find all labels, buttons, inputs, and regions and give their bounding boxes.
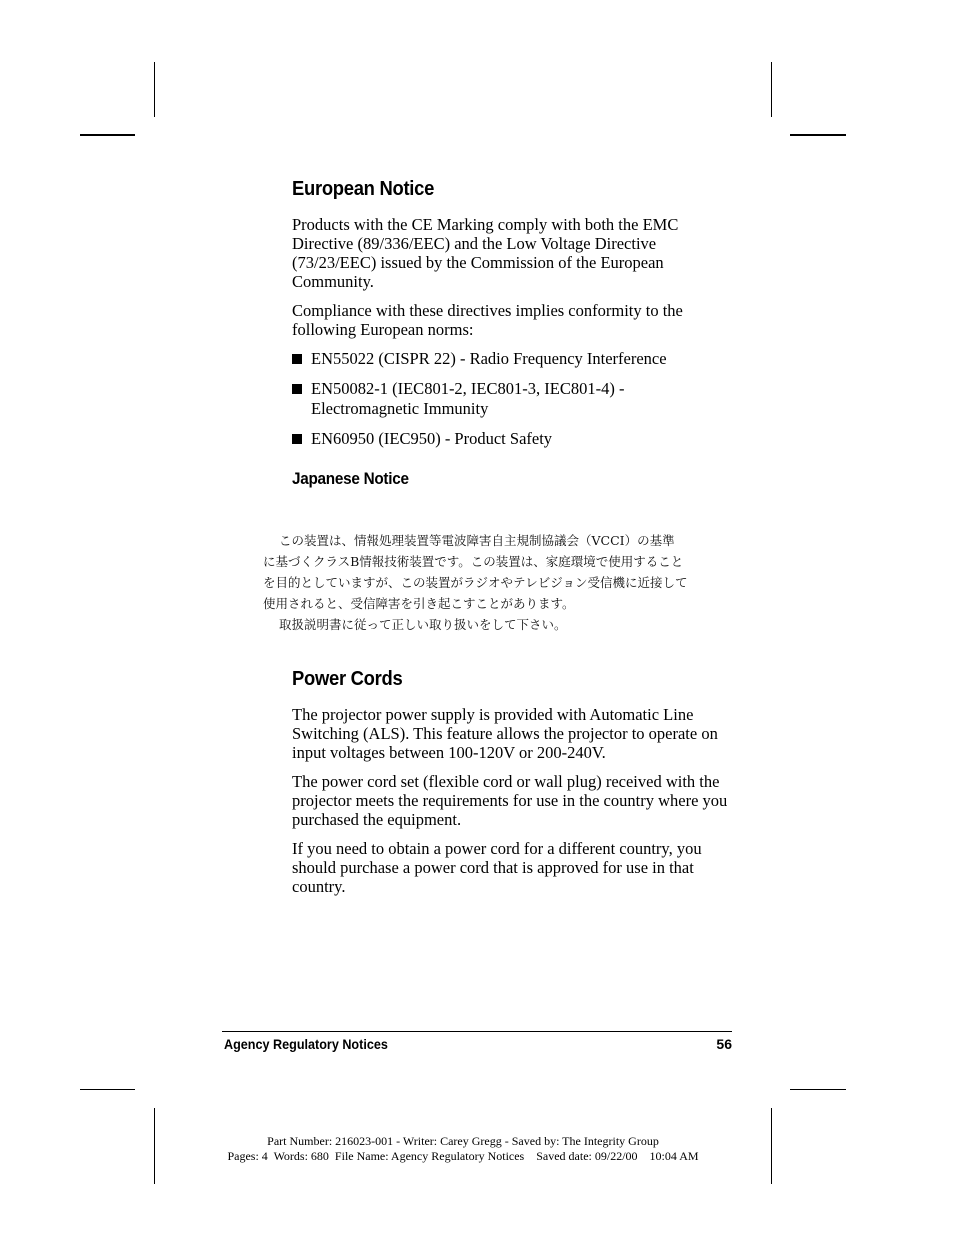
european-notice-section bbox=[292, 178, 732, 505]
different-country-paragraph: If you need to obtain a power cord for a different country, you should purchase a power cord that is approved for use in that country. bbox=[292, 839, 702, 896]
list-item bbox=[292, 379, 732, 419]
footer-rule bbox=[222, 1031, 732, 1032]
ce-marking-paragraph: Products with the CE Marking comply with both the EMC Directive (89/336/EEC) and the Low Voltage Directive (73/23/EEC) issued by the Commission of the European Community. bbox=[292, 215, 679, 291]
power-cords-heading: Power Cords bbox=[292, 668, 403, 690]
page-number: 56 bbox=[716, 1036, 732, 1052]
square-bullet-icon bbox=[292, 354, 302, 364]
power-cords-section bbox=[292, 668, 732, 906]
crop-mark-top-right-horizontal bbox=[790, 134, 846, 136]
list-item bbox=[292, 429, 732, 449]
crop-mark-top-left-vertical bbox=[154, 62, 155, 117]
document-info-line: Part Number: 216023-001 - Writer: Carey Gregg - Saved by: The Integrity Group bbox=[267, 1134, 659, 1148]
japanese-line: 使用されると、受信障害を引き起こすことがあります。 bbox=[263, 596, 575, 611]
japanese-line: を目的としていますが、この装置がラジオやテレビジョン受信機に近接して bbox=[263, 575, 688, 590]
norm-text: EN60950 (IEC950) - Product Safety bbox=[311, 429, 553, 448]
norms-list bbox=[292, 349, 732, 449]
japanese-line: この装置は、情報処理装置等電波障害自主規制協議会（VCCI）の基準 bbox=[279, 533, 675, 548]
compliance-paragraph: Compliance with these directives implies conformity to the following European norms: bbox=[292, 301, 683, 339]
document-info-line: Pages: 4 Words: 680 File Name: Agency Regulatory Notices Saved date: 09/22/00 10:04 AM bbox=[227, 1149, 699, 1163]
crop-mark-top-right-vertical bbox=[771, 62, 772, 117]
crop-mark-top-left-horizontal bbox=[80, 134, 135, 136]
european-notice-heading: European Notice bbox=[292, 178, 435, 200]
norm-text: EN55022 (CISPR 22) - Radio Frequency Interference bbox=[311, 349, 667, 368]
square-bullet-icon bbox=[292, 384, 302, 394]
crop-mark-bottom-left-horizontal bbox=[80, 1089, 135, 1090]
japanese-notice-heading: Japanese Notice bbox=[292, 469, 409, 488]
footer-section-title: Agency Regulatory Notices bbox=[224, 1036, 388, 1052]
norm-text: EN50082-1 (IEC801-2, IEC801-3, IEC801-4) - Electromagnetic Immunity bbox=[311, 379, 625, 418]
crop-mark-bottom-right-horizontal bbox=[790, 1089, 846, 1090]
list-item bbox=[292, 349, 732, 369]
japanese-notice-text bbox=[263, 530, 743, 635]
japanese-line: に基づくクラスB情報技術装置です。この装置は、家庭環境で使用すること bbox=[263, 554, 684, 569]
square-bullet-icon bbox=[292, 434, 302, 444]
document-info bbox=[150, 1134, 776, 1164]
japanese-line: 取扱説明書に従って正しい取り扱いをして下さい。 bbox=[279, 617, 567, 632]
power-cord-set-paragraph: The power cord set (flexible cord or wall plug) received with the projector meets the requirements for use in the country where you purchased the equipment. bbox=[292, 772, 728, 829]
power-supply-paragraph: The projector power supply is provided with Automatic Line Switching (ALS). This feature allows the projector to operate on input voltages between 100-120V or 200-240V. bbox=[292, 705, 718, 762]
